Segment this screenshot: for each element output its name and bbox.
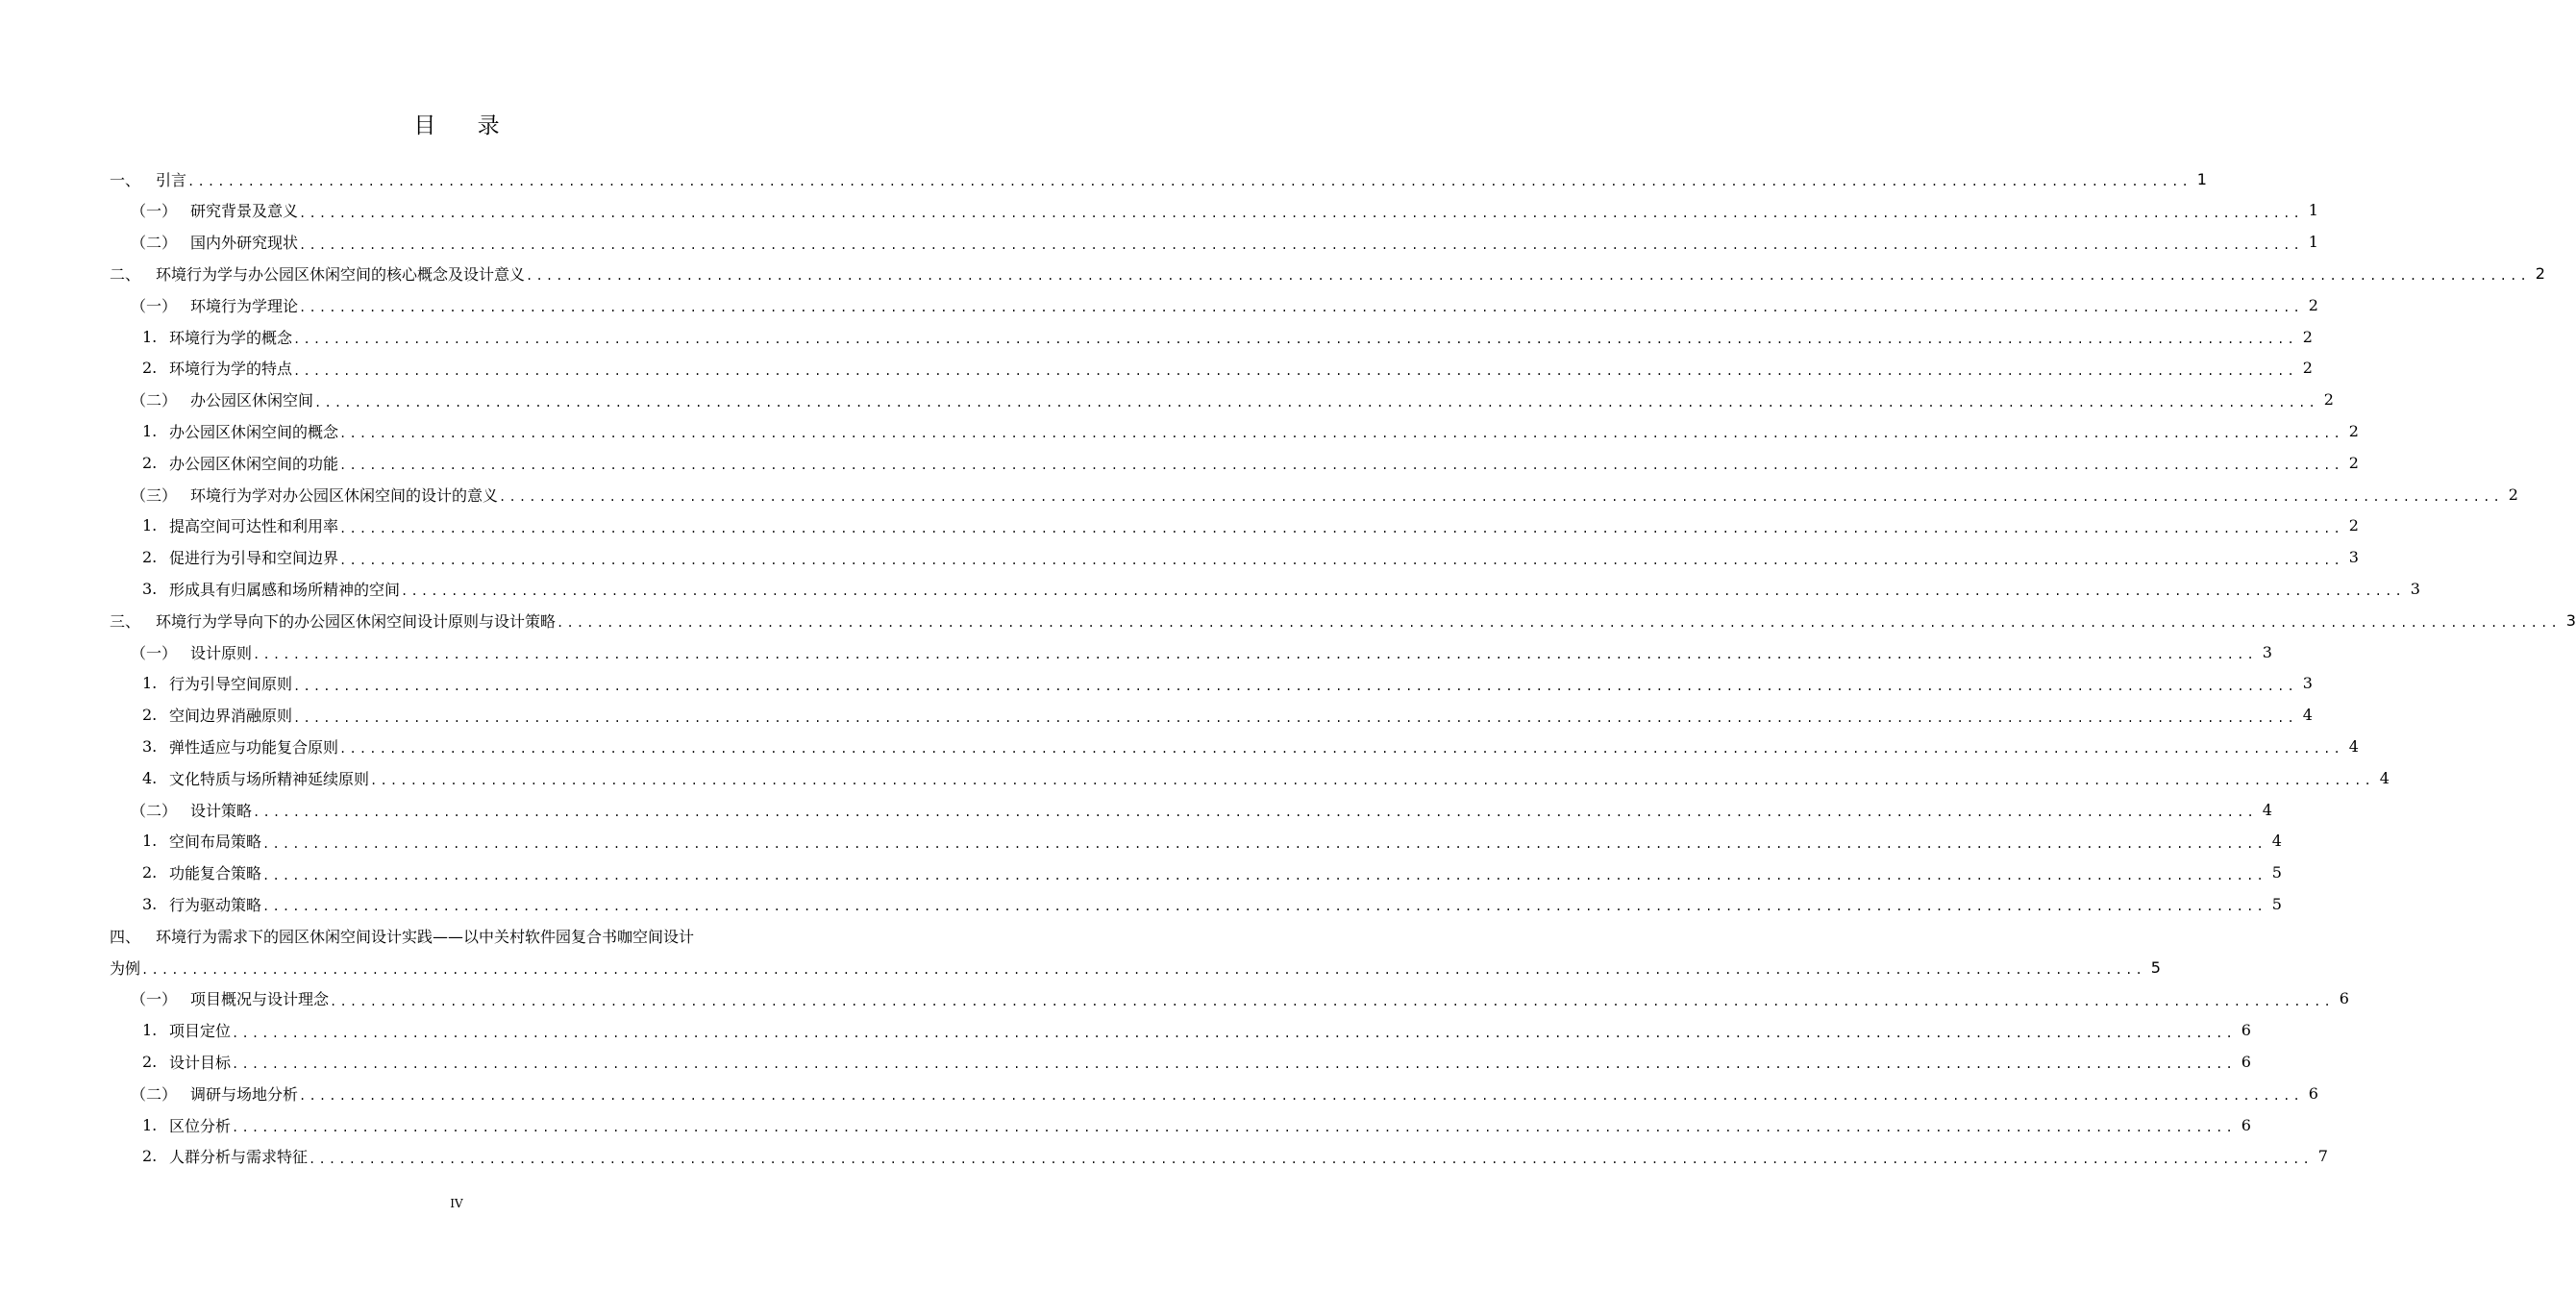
toc-page-number: 2 <box>2535 263 2545 283</box>
toc-leader-dots: ........................................................................................................................................................................................................ <box>262 836 2266 851</box>
toc-entry-number: 2. <box>142 706 158 725</box>
toc-entry[interactable] <box>142 542 2359 573</box>
toc-page-number: 3 <box>2348 548 2359 567</box>
toc-entry[interactable] <box>131 289 2318 320</box>
toc-entry-text: 行为驱动策略 <box>169 895 262 914</box>
toc-entry-number: （二） <box>131 234 178 253</box>
toc-entry-text: 行为引导空间原则 <box>169 675 293 694</box>
toc-page-number: 6 <box>2308 1083 2318 1103</box>
toc-entry[interactable] <box>142 510 2359 541</box>
toc-leader-dots: ........................................................................................................................................................................................................ <box>499 490 2503 504</box>
toc-entry[interactable] <box>142 1109 2251 1140</box>
toc-page-number: 6 <box>2339 989 2349 1008</box>
toc-entry[interactable] <box>131 983 2349 1014</box>
toc-leader-dots: ........................................................................................................................................................................................................ <box>370 774 2374 788</box>
toc-entry-text: 环境行为学对办公园区休闲空间的设计的意义 <box>190 485 499 505</box>
toc-entry[interactable] <box>142 826 2282 857</box>
toc-page-number: 2 <box>2348 421 2359 440</box>
toc-entry[interactable] <box>110 952 2161 982</box>
toc-entry-number: 1. <box>142 327 158 346</box>
toc-entry-number: （二） <box>131 801 178 820</box>
toc-entry-number: 2. <box>142 453 158 472</box>
toc-entry-text: 促进行为引导和空间边界 <box>169 549 339 568</box>
toc-entry[interactable] <box>110 258 2545 288</box>
toc-entry-text: 项目定位 <box>169 1022 232 1041</box>
toc-entry-text: 办公园区休闲空间 <box>190 391 314 410</box>
toc-leader-dots: ........................................................................................................................................................................................................ <box>253 648 2257 661</box>
toc-entry-text: 设计策略 <box>190 801 253 820</box>
toc-leader-dots: ........................................................................................................................................................................................................ <box>339 459 2343 473</box>
toc-entry-number: （二） <box>131 1084 178 1104</box>
toc-leader-dots: ........................................................................................................................................................................................................ <box>339 427 2343 441</box>
toc-leader-dots: ........................................................................................................................................................................................................ <box>232 1121 2236 1134</box>
toc-entry-number: 1. <box>142 1115 158 1134</box>
toc-entry[interactable] <box>131 1078 2318 1108</box>
toc-page-number: 3 <box>2262 642 2272 661</box>
toc-entry-number: 四、 <box>110 927 141 946</box>
toc-leader-dots: ........................................................................................................................................................................................................ <box>187 175 2192 188</box>
toc-entry[interactable] <box>110 605 2576 635</box>
toc-entry-number: 2. <box>142 1147 158 1166</box>
toc-entry[interactable] <box>142 888 2282 919</box>
toc-entry-number: （三） <box>131 485 178 505</box>
toc-entry-number: 2. <box>142 359 158 378</box>
toc-entry-text: 研究背景及意义 <box>190 202 299 221</box>
toc-entry-text: 环境行为学与办公园区休闲空间的核心概念及设计意义 <box>156 264 526 284</box>
toc-entry[interactable] <box>110 163 2207 194</box>
toc-page-number: 1 <box>2308 233 2318 252</box>
toc-entry-number: （二） <box>131 391 178 410</box>
toc-leader-dots: ........................................................................................................................................................................................................ <box>339 553 2343 567</box>
toc-entry-number: （一） <box>131 643 178 662</box>
toc-leader-dots: ........................................................................................................................................................................................................ <box>309 1152 2313 1166</box>
toc-entry[interactable] <box>142 447 2359 478</box>
toc-page-number: 6 <box>2241 1021 2251 1040</box>
toc-entry-text: 环境行为学的特点 <box>169 360 293 379</box>
toc-page-number: 3 <box>2410 579 2420 598</box>
toc-page-number: 4 <box>2271 832 2282 851</box>
toc-page-number: 5 <box>2150 957 2161 977</box>
toc-page-number: 6 <box>2241 1115 2251 1134</box>
toc-page-number: 5 <box>2271 863 2282 882</box>
toc-entry-text: 环境行为学导向下的办公园区休闲空间设计原则与设计策略 <box>156 611 557 631</box>
toc-page-number: 4 <box>2348 736 2359 756</box>
toc-entry-text: 调研与场地分析 <box>190 1084 299 1104</box>
toc-page-number: 3 <box>2302 674 2313 693</box>
toc-leader-dots: ........................................................................................................................................................................................................ <box>401 584 2405 599</box>
toc-entry[interactable] <box>131 636 2272 667</box>
toc-entry-text: 文化特质与场所精神延续原则 <box>169 769 370 788</box>
toc-leader-dots: ........................................................................................................................................................................................................ <box>262 900 2266 914</box>
toc-entry-text: 引言 <box>156 170 187 189</box>
toc-entry-text: 办公园区休闲空间的功能 <box>169 454 339 473</box>
toc-entry-number: （一） <box>131 990 178 1009</box>
toc-page-number: 2 <box>2508 484 2518 504</box>
toc-page-number: 2 <box>2348 516 2359 535</box>
toc-entry[interactable] <box>142 857 2282 888</box>
toc-entry-number: 3. <box>142 894 158 913</box>
toc-entry-number: 1. <box>142 516 158 535</box>
toc-entry-number: 一、 <box>110 170 141 189</box>
toc-entry-number: 3. <box>142 579 158 598</box>
toc-leader-dots: ........................................................................................................................................................................................................ <box>299 206 2303 220</box>
toc-entry-text-continued: 为例 <box>110 958 141 978</box>
toc-page-number: 4 <box>2379 768 2390 787</box>
toc-leader-dots: ........................................................................................................................................................................................................ <box>293 363 2297 378</box>
toc-page-number: 1 <box>2308 201 2318 220</box>
toc-page-number: 5 <box>2271 894 2282 913</box>
toc-entry-text: 弹性适应与功能复合原则 <box>169 737 339 757</box>
toc-entry-number: （一） <box>131 296 178 315</box>
toc-leader-dots: ........................................................................................................................................................................................................ <box>141 963 2145 977</box>
toc-entry-text: 形成具有归属感和场所精神的空间 <box>169 580 401 599</box>
toc-entry-number: 2. <box>142 863 158 882</box>
toc-entry-text: 功能复合策略 <box>169 864 262 883</box>
toc-entry-text: 国内外研究现状 <box>190 234 299 253</box>
toc-entry[interactable] <box>131 794 2272 825</box>
toc-entry-text: 设计目标 <box>169 1053 232 1072</box>
toc-entry-number: 4. <box>142 768 158 787</box>
toc-entry[interactable] <box>142 700 2313 731</box>
toc-entry-number: （一） <box>131 202 178 221</box>
toc-page-number: 2 <box>2323 390 2334 410</box>
page-number-footer: IV <box>450 1197 463 1210</box>
toc-entry[interactable] <box>142 1046 2251 1077</box>
toc-page-number: 2 <box>2308 295 2318 314</box>
toc-leader-dots: ........................................................................................................................................................................................................ <box>299 1089 2303 1104</box>
toc-entry-number: 2. <box>142 1052 158 1071</box>
toc-entry-line[interactable] <box>110 920 805 951</box>
page-title: 目 录 <box>413 113 517 138</box>
toc-entry-number: 2. <box>142 548 158 567</box>
toc-entry-text: 环境行为学理论 <box>190 296 299 315</box>
toc-entry[interactable] <box>142 1141 2328 1172</box>
toc-leader-dots: ........................................................................................................................................................................................................ <box>339 742 2343 757</box>
toc-page-number: 2 <box>2302 359 2313 378</box>
toc-entry-text: 环境行为需求下的园区休闲空间设计实践——以中关村软件园复合书咖空间设计 <box>156 927 695 946</box>
toc-leader-dots: ........................................................................................................................................................................................................ <box>293 710 2297 725</box>
toc-entry-number: 1. <box>142 832 158 851</box>
toc-leader-dots: ........................................................................................................................................................................................................ <box>293 679 2297 693</box>
toc-entry-text: 项目概况与设计理念 <box>190 990 330 1009</box>
toc-entry[interactable] <box>131 195 2318 226</box>
toc-leader-dots: ........................................................................................................................................................................................................ <box>253 806 2257 819</box>
toc-entry[interactable] <box>142 731 2359 761</box>
toc-entry-text: 人群分析与需求特征 <box>169 1148 309 1167</box>
toc-leader-dots: ........................................................................................................................................................................................................ <box>526 269 2530 284</box>
toc-entry[interactable] <box>131 227 2318 258</box>
toc-entry[interactable] <box>142 1015 2251 1046</box>
toc-page-number: 1 <box>2196 169 2207 188</box>
toc-entry-number: 1. <box>142 1021 158 1040</box>
toc-entry-text: 设计原则 <box>190 643 253 662</box>
toc-entry[interactable] <box>142 668 2313 699</box>
toc-leader-dots: ........................................................................................................................................................................................................ <box>330 994 2334 1008</box>
toc-leader-dots: ........................................................................................................................................................................................................ <box>232 1057 2236 1072</box>
toc-entry-number: 三、 <box>110 611 141 631</box>
toc-entry-number: 1. <box>142 674 158 693</box>
toc-page-number: 7 <box>2317 1147 2328 1166</box>
toc-entry-text: 提高空间可达性和利用率 <box>169 517 339 536</box>
toc-entry-number: 3. <box>142 736 158 756</box>
toc-leader-dots: ........................................................................................................................................................................................................ <box>339 521 2343 535</box>
toc-entry[interactable] <box>142 762 2390 793</box>
toc-entry[interactable] <box>142 573 2420 604</box>
toc-entry[interactable] <box>142 353 2313 384</box>
toc-entry[interactable] <box>131 479 2518 509</box>
toc-leader-dots: ........................................................................................................................................................................................................ <box>314 395 2318 410</box>
toc-leader-dots: ........................................................................................................................................................................................................ <box>557 616 2561 631</box>
toc-page-number: 3 <box>2565 610 2576 630</box>
toc-entry-text: 空间边界消融原则 <box>169 707 293 726</box>
toc-entry[interactable] <box>131 385 2334 415</box>
toc-leader-dots: ........................................................................................................................................................................................................ <box>232 1026 2236 1040</box>
toc-page-number: 2 <box>2348 453 2359 472</box>
toc-page-number: 6 <box>2241 1052 2251 1071</box>
toc-leader-dots: ........................................................................................................................................................................................................ <box>262 868 2266 882</box>
toc-entry-text: 办公园区休闲空间的概念 <box>169 422 339 441</box>
toc-page-number: 4 <box>2262 800 2272 819</box>
toc-leader-dots: ........................................................................................................................................................................................................ <box>299 301 2303 315</box>
toc-entry-text: 环境行为学的概念 <box>169 328 293 347</box>
toc-leader-dots: ........................................................................................................................................................................................................ <box>293 333 2297 346</box>
toc-page-number: 4 <box>2302 706 2313 725</box>
toc-entry[interactable] <box>142 415 2359 446</box>
toc-page-number: 2 <box>2302 327 2313 346</box>
toc-entry-number: 1. <box>142 421 158 440</box>
toc-entry-text: 区位分析 <box>169 1116 232 1135</box>
toc-entry-number: 二、 <box>110 264 141 284</box>
toc-entry-text: 空间布局策略 <box>169 832 262 852</box>
toc-entry[interactable] <box>142 321 2313 352</box>
toc-leader-dots: ........................................................................................................................................................................................................ <box>299 237 2303 252</box>
